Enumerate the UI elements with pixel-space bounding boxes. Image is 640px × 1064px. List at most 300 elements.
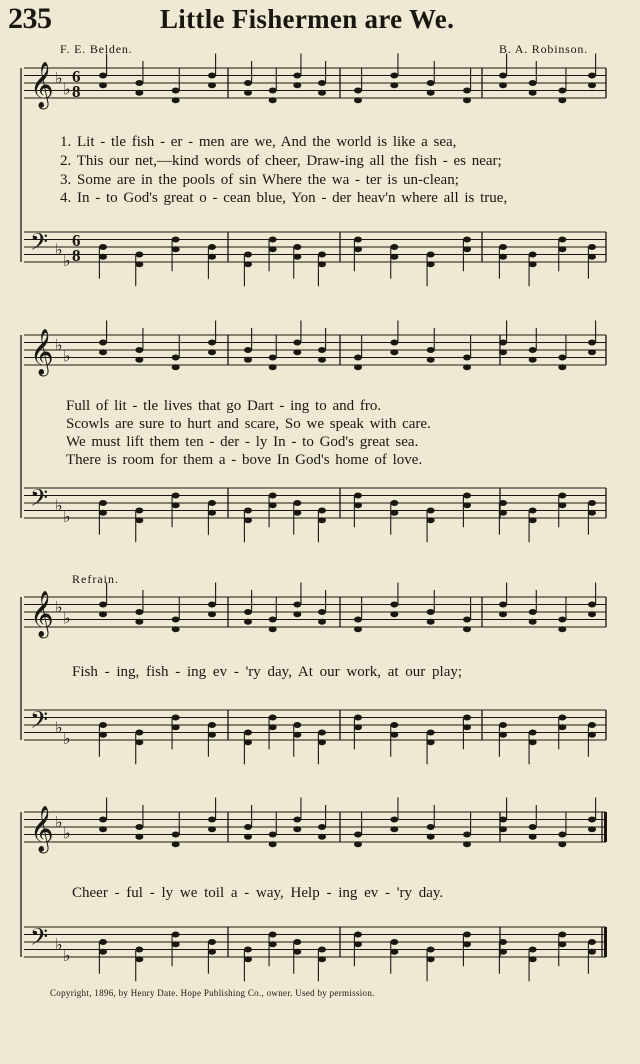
note-head bbox=[463, 941, 471, 947]
note-head bbox=[558, 237, 566, 243]
note-head bbox=[244, 824, 252, 830]
note-head bbox=[135, 619, 143, 625]
note-head bbox=[172, 932, 180, 938]
note-head bbox=[354, 246, 362, 252]
note-head bbox=[244, 956, 252, 962]
note-head bbox=[208, 817, 216, 823]
note-head bbox=[318, 824, 326, 830]
note-head bbox=[269, 246, 277, 252]
copyright-footer: Copyright, 1896, by Henry Date. Hope Publishing Co., owner. Used by permission. bbox=[50, 988, 375, 998]
note-head bbox=[293, 254, 301, 260]
note-head bbox=[427, 80, 435, 86]
note-head bbox=[135, 261, 143, 267]
note-head bbox=[208, 939, 216, 945]
note-head bbox=[499, 349, 507, 355]
note-head bbox=[99, 732, 107, 738]
note-head bbox=[558, 97, 566, 103]
bass-clef-icon: 𝄢 bbox=[30, 484, 49, 517]
note-head bbox=[529, 609, 537, 615]
verse-2-line-2: Scowls are sure to hurt and scare, So we speak with care. bbox=[66, 416, 431, 432]
note-head bbox=[244, 947, 252, 953]
note-head bbox=[588, 244, 596, 250]
note-head bbox=[135, 80, 143, 86]
note-head bbox=[135, 609, 143, 615]
note-head bbox=[390, 939, 398, 945]
note-head bbox=[244, 90, 252, 96]
verse-1-line-1: 1. Lit - tle fish - er - men are we, And the world is like a sea, bbox=[60, 134, 457, 150]
note-head bbox=[354, 626, 362, 632]
note-head bbox=[208, 611, 216, 617]
note-head bbox=[463, 355, 471, 361]
note-head bbox=[529, 956, 537, 962]
note-head bbox=[529, 80, 537, 86]
note-head bbox=[588, 254, 596, 260]
note-head bbox=[390, 602, 398, 608]
note-head bbox=[293, 340, 301, 346]
note-head bbox=[558, 715, 566, 721]
note-head bbox=[269, 88, 277, 94]
note-head bbox=[269, 832, 277, 838]
note-head bbox=[588, 73, 596, 79]
note-head bbox=[269, 724, 277, 730]
note-head bbox=[135, 517, 143, 523]
note-head bbox=[354, 724, 362, 730]
note-head bbox=[318, 517, 326, 523]
note-head bbox=[390, 826, 398, 832]
note-head bbox=[293, 939, 301, 945]
treble-clef-icon: 𝄞 bbox=[30, 62, 54, 108]
refrain-line-1: Fish - ing, fish - ing ev - 'ry day, At our work, at our play; bbox=[72, 664, 463, 680]
note-head bbox=[463, 626, 471, 632]
note-head bbox=[529, 347, 537, 353]
note-head bbox=[269, 626, 277, 632]
verse-2-line-1: 2. This our net,—kind words of cheer, Draw-ing all the fish - es near; bbox=[60, 153, 502, 169]
note-head bbox=[558, 364, 566, 370]
note-head bbox=[172, 364, 180, 370]
note-head bbox=[99, 611, 107, 617]
note-head bbox=[99, 73, 107, 79]
note-head bbox=[499, 602, 507, 608]
verse-4-line-1: 4. In - to God's great o - cean blue, Yon - der heav'n where all is true, bbox=[60, 190, 508, 206]
note-head bbox=[172, 617, 180, 623]
note-head bbox=[99, 602, 107, 608]
note-head bbox=[427, 956, 435, 962]
note-head bbox=[208, 602, 216, 608]
note-head bbox=[318, 730, 326, 736]
note-head bbox=[208, 340, 216, 346]
note-head bbox=[390, 817, 398, 823]
note-head bbox=[558, 941, 566, 947]
note-head bbox=[390, 254, 398, 260]
note-head bbox=[499, 949, 507, 955]
note-head bbox=[390, 500, 398, 506]
note-head bbox=[427, 508, 435, 514]
note-head bbox=[427, 834, 435, 840]
note-head bbox=[172, 246, 180, 252]
note-head bbox=[99, 939, 107, 945]
note-head bbox=[293, 349, 301, 355]
flat-icon: ♭ bbox=[63, 79, 71, 99]
note-head bbox=[293, 244, 301, 250]
note-head bbox=[244, 252, 252, 258]
note-head bbox=[390, 349, 398, 355]
note-head bbox=[172, 841, 180, 847]
note-head bbox=[99, 817, 107, 823]
note-head bbox=[390, 73, 398, 79]
note-head bbox=[558, 493, 566, 499]
note-head bbox=[463, 493, 471, 499]
note-head bbox=[244, 261, 252, 267]
note-head bbox=[354, 364, 362, 370]
note-head bbox=[354, 841, 362, 847]
note-head bbox=[354, 493, 362, 499]
note-head bbox=[588, 500, 596, 506]
note-head bbox=[499, 826, 507, 832]
note-head bbox=[269, 237, 277, 243]
note-head bbox=[269, 841, 277, 847]
note-head bbox=[99, 349, 107, 355]
note-head bbox=[354, 617, 362, 623]
flat-icon: ♭ bbox=[63, 608, 71, 628]
note-head bbox=[529, 90, 537, 96]
note-head bbox=[135, 252, 143, 258]
note-head bbox=[463, 364, 471, 370]
note-head bbox=[427, 947, 435, 953]
note-head bbox=[529, 834, 537, 840]
note-head bbox=[463, 246, 471, 252]
note-head bbox=[99, 510, 107, 516]
note-head bbox=[172, 97, 180, 103]
note-head bbox=[318, 834, 326, 840]
note-head bbox=[293, 510, 301, 516]
note-head bbox=[354, 237, 362, 243]
note-head bbox=[269, 715, 277, 721]
note-head bbox=[135, 739, 143, 745]
note-head bbox=[588, 826, 596, 832]
flat-icon: ♭ bbox=[55, 68, 63, 88]
note-head bbox=[499, 500, 507, 506]
note-head bbox=[529, 517, 537, 523]
note-head bbox=[293, 602, 301, 608]
note-head bbox=[293, 732, 301, 738]
note-head bbox=[208, 510, 216, 516]
note-head bbox=[588, 340, 596, 346]
note-head bbox=[529, 730, 537, 736]
note-head bbox=[99, 500, 107, 506]
note-head bbox=[463, 841, 471, 847]
note-head bbox=[318, 739, 326, 745]
note-head bbox=[244, 619, 252, 625]
note-head bbox=[99, 722, 107, 728]
note-head bbox=[135, 347, 143, 353]
note-head bbox=[427, 357, 435, 363]
note-head bbox=[172, 941, 180, 947]
note-head bbox=[172, 493, 180, 499]
note-head bbox=[269, 97, 277, 103]
note-head bbox=[390, 732, 398, 738]
note-head bbox=[558, 617, 566, 623]
note-head bbox=[588, 949, 596, 955]
note-head bbox=[427, 90, 435, 96]
verse-3-line-2: We must lift them ten - der - ly In - to God's great sea. bbox=[66, 434, 419, 450]
note-head bbox=[463, 832, 471, 838]
note-head bbox=[558, 841, 566, 847]
note-head bbox=[354, 502, 362, 508]
flat-icon: ♭ bbox=[63, 251, 71, 270]
note-head bbox=[318, 261, 326, 267]
note-head bbox=[244, 609, 252, 615]
note-head bbox=[390, 244, 398, 250]
note-head bbox=[427, 252, 435, 258]
note-head bbox=[427, 619, 435, 625]
note-head bbox=[269, 364, 277, 370]
note-head bbox=[318, 90, 326, 96]
note-head bbox=[293, 82, 301, 88]
note-head bbox=[269, 617, 277, 623]
note-head bbox=[135, 508, 143, 514]
note-head bbox=[244, 730, 252, 736]
note-head bbox=[588, 722, 596, 728]
note-head bbox=[244, 357, 252, 363]
note-head bbox=[318, 947, 326, 953]
note-head bbox=[172, 502, 180, 508]
note-head bbox=[208, 254, 216, 260]
flat-icon: ♭ bbox=[63, 823, 71, 843]
note-head bbox=[529, 357, 537, 363]
note-head bbox=[172, 715, 180, 721]
note-head bbox=[172, 88, 180, 94]
note-head bbox=[318, 619, 326, 625]
note-head bbox=[244, 834, 252, 840]
note-head bbox=[558, 724, 566, 730]
note-head bbox=[293, 611, 301, 617]
note-head bbox=[588, 611, 596, 617]
note-head bbox=[99, 82, 107, 88]
note-head bbox=[499, 244, 507, 250]
note-head bbox=[463, 724, 471, 730]
treble-clef-icon: 𝄞 bbox=[30, 329, 54, 375]
note-head bbox=[499, 340, 507, 346]
note-head bbox=[463, 97, 471, 103]
note-head bbox=[588, 732, 596, 738]
note-head bbox=[293, 500, 301, 506]
flat-icon: ♭ bbox=[63, 946, 71, 965]
note-head bbox=[499, 73, 507, 79]
note-head bbox=[135, 824, 143, 830]
note-head bbox=[318, 252, 326, 258]
note-head bbox=[172, 355, 180, 361]
note-head bbox=[172, 832, 180, 838]
note-head bbox=[499, 82, 507, 88]
note-head bbox=[529, 824, 537, 830]
note-head bbox=[427, 347, 435, 353]
note-head bbox=[499, 510, 507, 516]
note-head bbox=[318, 347, 326, 353]
note-head bbox=[208, 82, 216, 88]
arranger-credit: B. A. Robinson. bbox=[498, 42, 588, 56]
note-head bbox=[390, 82, 398, 88]
flat-icon: ♭ bbox=[55, 335, 63, 355]
note-head bbox=[427, 517, 435, 523]
note-head bbox=[172, 626, 180, 632]
note-head bbox=[293, 949, 301, 955]
note-head bbox=[208, 732, 216, 738]
refrain-heading: Refrain. bbox=[72, 572, 119, 586]
note-head bbox=[499, 722, 507, 728]
note-head bbox=[244, 739, 252, 745]
note-head bbox=[558, 626, 566, 632]
note-head bbox=[293, 722, 301, 728]
note-head bbox=[390, 722, 398, 728]
note-head bbox=[499, 817, 507, 823]
note-head bbox=[390, 510, 398, 516]
note-head bbox=[318, 508, 326, 514]
note-head bbox=[558, 932, 566, 938]
note-head bbox=[293, 817, 301, 823]
note-head bbox=[318, 956, 326, 962]
note-head bbox=[427, 730, 435, 736]
flat-icon: ♭ bbox=[63, 346, 71, 366]
note-head bbox=[354, 97, 362, 103]
note-head bbox=[293, 73, 301, 79]
note-head bbox=[529, 252, 537, 258]
note-head bbox=[390, 949, 398, 955]
note-head bbox=[588, 510, 596, 516]
note-head bbox=[208, 349, 216, 355]
note-head bbox=[558, 502, 566, 508]
note-head bbox=[463, 617, 471, 623]
note-head bbox=[354, 941, 362, 947]
note-head bbox=[269, 932, 277, 938]
note-head bbox=[99, 826, 107, 832]
note-head bbox=[354, 832, 362, 838]
note-head bbox=[499, 732, 507, 738]
note-head bbox=[244, 347, 252, 353]
treble-clef-icon: 𝄞 bbox=[30, 591, 54, 637]
note-head bbox=[499, 611, 507, 617]
note-head bbox=[463, 502, 471, 508]
treble-clef-icon: 𝄞 bbox=[30, 806, 54, 852]
note-head bbox=[318, 80, 326, 86]
note-head bbox=[135, 834, 143, 840]
final-bar bbox=[604, 927, 607, 957]
note-head bbox=[588, 817, 596, 823]
note-head bbox=[135, 730, 143, 736]
note-head bbox=[463, 715, 471, 721]
note-head bbox=[390, 340, 398, 346]
note-head bbox=[269, 355, 277, 361]
note-head bbox=[172, 724, 180, 730]
note-head bbox=[588, 82, 596, 88]
verse-3-line-1: 3. Some are in the pools of sin Where the wa - ter is un-clean; bbox=[60, 172, 459, 188]
note-head bbox=[208, 949, 216, 955]
flat-icon: ♭ bbox=[63, 507, 71, 526]
note-head bbox=[499, 254, 507, 260]
note-head bbox=[99, 244, 107, 250]
note-head bbox=[269, 941, 277, 947]
note-head bbox=[318, 357, 326, 363]
note-head bbox=[354, 355, 362, 361]
hymn-title: Little Fishermen are We. bbox=[160, 4, 455, 34]
flat-icon: ♭ bbox=[55, 934, 63, 954]
note-head bbox=[293, 826, 301, 832]
note-head bbox=[354, 715, 362, 721]
note-head bbox=[529, 261, 537, 267]
flat-icon: ♭ bbox=[55, 597, 63, 617]
note-head bbox=[558, 832, 566, 838]
note-head bbox=[269, 493, 277, 499]
flat-icon: ♭ bbox=[55, 717, 63, 737]
note-head bbox=[463, 88, 471, 94]
note-head bbox=[558, 88, 566, 94]
note-head bbox=[588, 602, 596, 608]
time-signature: 6 bbox=[72, 231, 81, 250]
note-head bbox=[558, 355, 566, 361]
note-head bbox=[269, 502, 277, 508]
note-head bbox=[558, 246, 566, 252]
note-head bbox=[463, 237, 471, 243]
note-head bbox=[208, 244, 216, 250]
note-head bbox=[463, 932, 471, 938]
note-head bbox=[588, 939, 596, 945]
bass-clef-icon: 𝄢 bbox=[30, 706, 49, 739]
note-head bbox=[135, 947, 143, 953]
note-head bbox=[99, 340, 107, 346]
bass-clef-icon: 𝄢 bbox=[30, 228, 49, 261]
verse-1-line-2: Full of lit - tle lives that go Dart - ing to and fro. bbox=[66, 398, 382, 414]
note-head bbox=[172, 237, 180, 243]
composer-credit: F. E. Belden. bbox=[60, 42, 133, 56]
note-head bbox=[99, 949, 107, 955]
note-head bbox=[135, 956, 143, 962]
note-head bbox=[208, 722, 216, 728]
note-head bbox=[135, 357, 143, 363]
note-head bbox=[427, 609, 435, 615]
note-head bbox=[99, 254, 107, 260]
note-head bbox=[135, 90, 143, 96]
note-head bbox=[208, 500, 216, 506]
note-head bbox=[499, 939, 507, 945]
flat-icon: ♭ bbox=[55, 495, 63, 515]
note-head bbox=[529, 739, 537, 745]
time-signature: 8 bbox=[72, 246, 81, 265]
note-head bbox=[354, 88, 362, 94]
note-head bbox=[244, 80, 252, 86]
note-head bbox=[529, 619, 537, 625]
time-signature: 6 bbox=[72, 67, 81, 86]
final-bar bbox=[604, 812, 607, 842]
note-head bbox=[208, 73, 216, 79]
verse-4-line-2: There is room for them a - bove In God's home of love. bbox=[66, 452, 423, 468]
note-head bbox=[318, 609, 326, 615]
flat-icon: ♭ bbox=[55, 239, 63, 259]
refrain-line-2: Cheer - ful - ly we toil a - way, Help - ing ev - 'ry day. bbox=[72, 885, 444, 901]
note-head bbox=[244, 517, 252, 523]
note-head bbox=[427, 739, 435, 745]
note-head bbox=[208, 826, 216, 832]
note-head bbox=[244, 508, 252, 514]
flat-icon: ♭ bbox=[55, 812, 63, 832]
note-head bbox=[588, 349, 596, 355]
bass-clef-icon: 𝄢 bbox=[30, 923, 49, 956]
note-head bbox=[529, 947, 537, 953]
note-head bbox=[354, 932, 362, 938]
time-signature: 8 bbox=[72, 82, 81, 101]
note-head bbox=[529, 508, 537, 514]
note-head bbox=[427, 824, 435, 830]
hymn-number: 235 bbox=[8, 2, 52, 35]
note-head bbox=[427, 261, 435, 267]
